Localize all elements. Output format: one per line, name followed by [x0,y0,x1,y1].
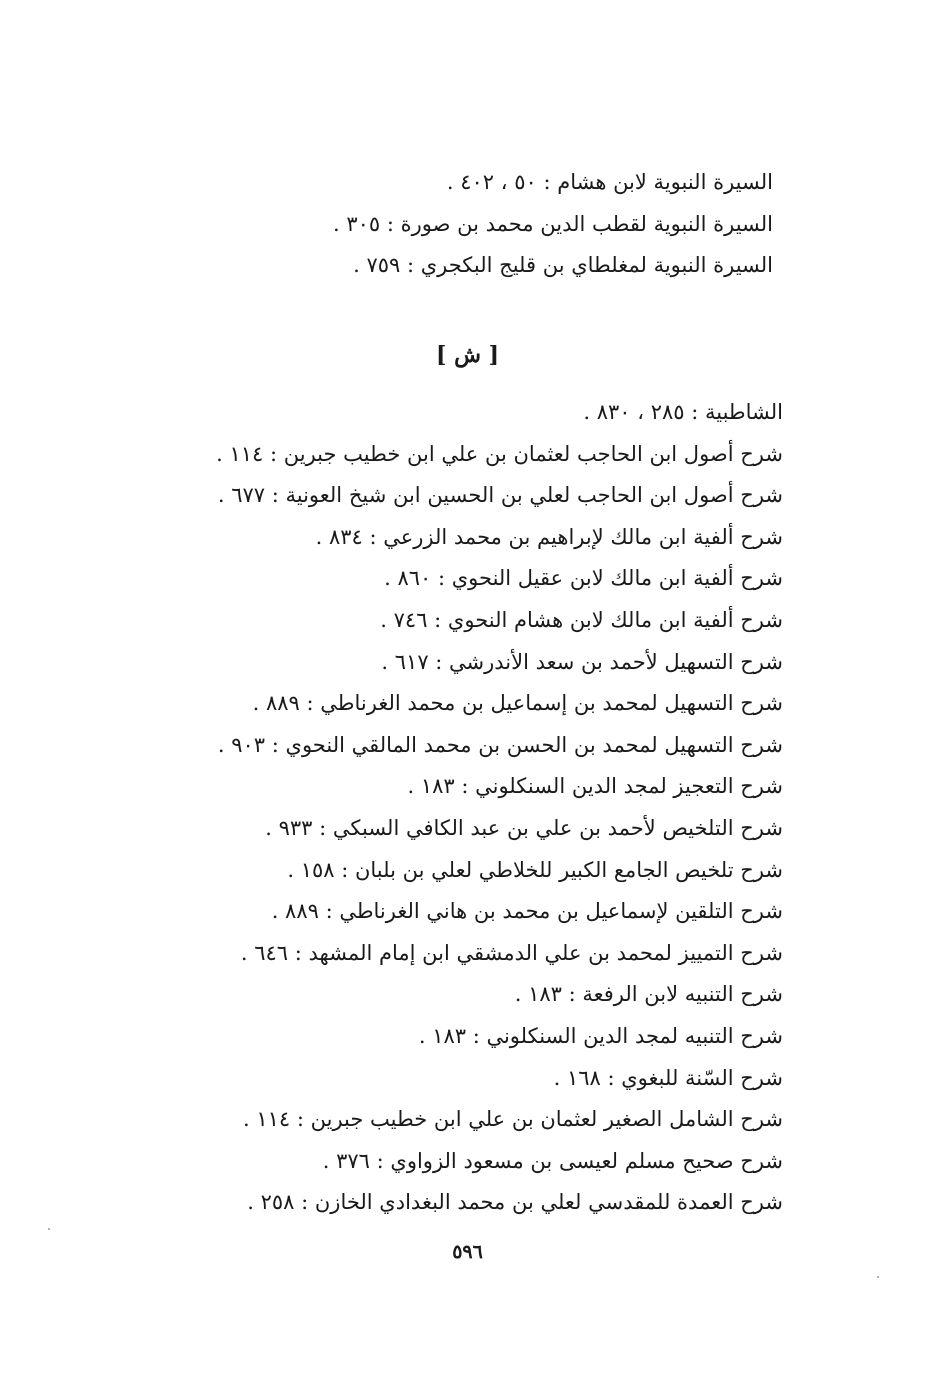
index-entry: شرح الشامل الصغير لعثمان بن علي ابن خطيب جبرين : ١١٤ . [243,1107,783,1132]
index-entry: السيرة النبوية لابن هشام : ٥٠ ، ٤٠٢ . [446,170,773,194]
index-entry: السيرة النبوية لمغلطاي بن قليج البكجري : ٧٥٩ . [353,253,773,277]
scan-speck [48,1228,50,1230]
index-entry: شرح التنبيه لابن الرفعة : ١٨٣ . [514,982,783,1007]
index-entry: شرح التسهيل لمحمد بن إسماعيل بن محمد الغرناطي : ٨٨٩ . [252,691,783,716]
index-entry: شرح التسهيل لمحمد بن الحسن بن محمد المالقي النحوي : ٩٠٣ . [217,732,783,757]
index-entry: شرح التسهيل لأحمد بن سعد الأندرشي : ٦١٧ . [381,649,783,674]
section-heading: [ ش ] [436,342,499,368]
index-entry: شرح ألفية ابن مالك لإبراهيم بن محمد الزرعي : ٨٣٤ . [315,524,783,549]
index-entry: شرح التلقين لإسماعيل بن محمد بن هاني الغرناطي : ٨٨٩ . [271,899,783,924]
index-entry: شرح أصول ابن الحاجب لعثمان بن علي ابن خطيب جبرين : ١١٤ . [216,441,783,466]
index-entry: شرح السّنة للبغوي : ١٦٨ . [553,1065,783,1090]
index-entry: شرح تلخيص الجامع الكبير للخلاطي لعلي بن بلبان : ١٥٨ . [287,857,783,882]
index-entry: شرح أصول ابن الحاجب لعلي بن الحسين ابن شيخ العونية : ٦٧٧ . [217,483,783,508]
index-entry: السيرة النبوية لقطب الدين محمد بن صورة : ٣٠٥ . [332,211,773,236]
index-entry: شرح التلخيص لأحمد بن علي بن عبد الكافي السبكي : ٩٣٣ . [265,815,783,840]
index-entry: شرح التنبيه لمجد الدين السنكلوني : ١٨٣ . [418,1023,783,1048]
index-entry: شرح صحيح مسلم لعيسى بن مسعود الزواوي : ٣٧٦ . [322,1148,783,1173]
index-entry: شرح التمييز لمحمد بن علي الدمشقي ابن إمام المشهد : ٦٤٦ . [240,940,783,965]
scan-speck [877,1276,879,1278]
index-entries-top [333,162,773,287]
index-entry: شرح ألفية ابن مالك لابن هشام النحوي : ٧٤٦ . [380,607,783,632]
page-number: ٥٩٦ [452,1241,483,1263]
index-entry: شرح العمدة للمقدسي لعلي بن محمد البغدادي الخازن : ٢٥٨ . [247,1190,783,1215]
index-entry: شرح ألفية ابن مالك لابن عقيل النحوي : ٨٦٠ . [384,566,783,591]
index-entry: الشاطبية : ٢٨٥ ، ٨٣٠ . [583,400,783,424]
index-entry: شرح التعجيز لمجد الدين السنكلوني : ١٨٣ . [407,774,783,799]
index-entries-main [216,392,783,1224]
